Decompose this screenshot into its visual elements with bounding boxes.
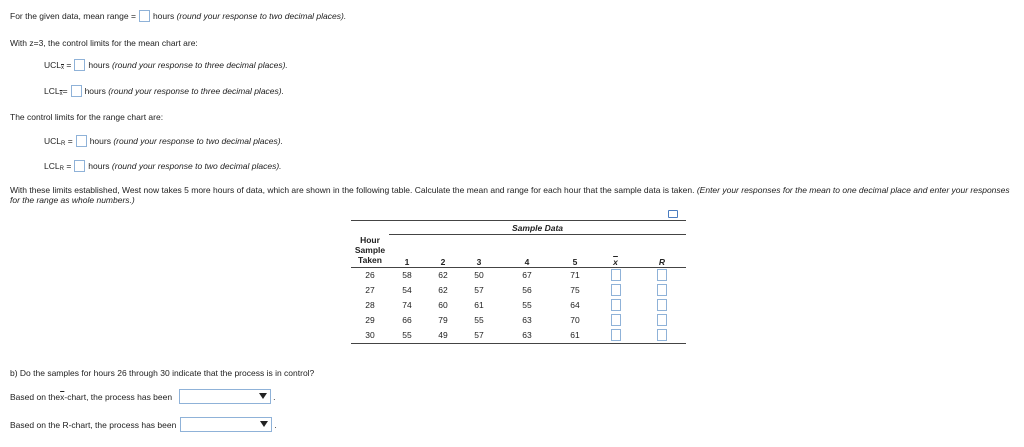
col-header-4: 4	[497, 235, 557, 268]
range-chart-intro: The control limits for the range chart are:	[10, 112, 164, 122]
value-cell: 56	[522, 285, 532, 295]
value-cell: 70	[570, 315, 580, 325]
range-input-28[interactable]	[657, 299, 667, 311]
ucl-r-eq: =	[67, 136, 73, 146]
col-header-3: 3	[461, 235, 497, 268]
lcl-x-input[interactable]	[71, 85, 82, 97]
ucl-r-line	[44, 135, 283, 147]
ucl-x-hint: (round your response to three decimal places).	[112, 60, 288, 70]
lcl-x-eq: =	[62, 86, 68, 96]
value-cell: 57	[461, 328, 497, 344]
lcl-r-input[interactable]	[74, 160, 85, 172]
ucl-x-unit: hours	[88, 60, 110, 70]
range-input-30[interactable]	[657, 329, 667, 341]
instructions-hint: (Enter your responses for the mean to one decimal place and enter your responses for the range as whole numbers.)	[10, 185, 1010, 205]
value-cell: 61	[474, 300, 484, 310]
lcl-r-eq: =	[66, 161, 72, 171]
r-chart-line	[10, 417, 277, 432]
xbar-chart-mark: $\overline{x}$	[60, 391, 65, 402]
table-row	[351, 313, 686, 328]
value-cell: 63	[497, 328, 557, 344]
ucl-r-hint: (round your response to two decimal places).	[113, 136, 283, 146]
sample-data-label: Sample Data	[389, 221, 686, 235]
r-header: R	[638, 235, 686, 268]
hour-cell: 29	[365, 315, 375, 325]
lcl-x-label: LCL	[44, 86, 60, 96]
value-cell: 62	[438, 270, 448, 280]
col-header-2: 2	[425, 235, 461, 268]
value-cell: 57	[474, 285, 484, 295]
ucl-x-eq: =	[66, 60, 72, 70]
value-cell: 63	[522, 315, 532, 325]
lcl-r-sub: R	[59, 166, 64, 172]
mean-range-prefix: For the given data, mean range =	[10, 11, 136, 21]
r-chart-dropdown[interactable]	[180, 417, 272, 432]
value-cell: 55	[474, 315, 484, 325]
xbar-chart-suffix: -chart, the process has been	[64, 391, 173, 402]
chevron-down-icon	[260, 421, 268, 427]
value-cell: 71	[570, 270, 580, 280]
mean-chart-intro: With z=3, the control limits for the mean chart are:	[10, 38, 198, 48]
value-cell: 55	[389, 328, 425, 344]
value-cell: 74	[402, 300, 412, 310]
r-chart-text: Based on the R-chart, the process has been	[10, 419, 177, 430]
lcl-x-hint: (round your response to three decimal places).	[108, 86, 284, 96]
part-b-question: b) Do the samples for hours 26 through 30 indicate that the process is in control?	[10, 368, 315, 378]
hour-cell: 27	[365, 285, 375, 295]
hour-cell: 26	[365, 270, 375, 280]
mean-input-26[interactable]	[611, 269, 621, 281]
sample-data-table	[351, 220, 686, 344]
chevron-down-icon	[259, 393, 267, 399]
table-row	[351, 267, 686, 283]
instructions-paragraph	[10, 185, 1015, 205]
mean-range-input[interactable]	[139, 10, 150, 22]
value-cell: 58	[402, 270, 412, 280]
value-cell: 64	[570, 300, 580, 310]
mean-input-27[interactable]	[611, 284, 621, 296]
value-cell: 61	[557, 328, 593, 344]
mean-input-29[interactable]	[611, 314, 621, 326]
lcl-x-sub: $\overline{x}$	[59, 91, 63, 97]
range-input-27[interactable]	[657, 284, 667, 296]
ucl-x-sub: $\overline{x}$	[61, 65, 65, 71]
lcl-r-unit: hours	[88, 161, 110, 171]
xbar-chart-prefix: Based on the	[10, 391, 61, 402]
mean-input-30[interactable]	[611, 329, 621, 341]
xbar-chart-period: .	[273, 391, 276, 402]
col-header-5: 5	[557, 235, 593, 268]
ucl-r-input[interactable]	[76, 135, 87, 147]
table-row	[351, 298, 686, 313]
hour-cell: 28	[365, 300, 375, 310]
table-row	[351, 283, 686, 298]
ucl-x-line	[44, 59, 288, 71]
ucl-r-sub: R	[61, 141, 66, 147]
xbar-chart-dropdown[interactable]	[179, 389, 271, 404]
hour-cell: 30	[351, 328, 389, 344]
value-cell: 66	[402, 315, 412, 325]
range-input-26[interactable]	[657, 269, 667, 281]
ucl-r-unit: hours	[89, 136, 111, 146]
ucl-r-label: UCL	[44, 136, 62, 146]
value-cell: 49	[425, 328, 461, 344]
value-cell: 62	[438, 285, 448, 295]
value-cell: 67	[522, 270, 532, 280]
table-row	[351, 328, 686, 344]
value-cell: 75	[570, 285, 580, 295]
mean-range-unit: hours	[152, 11, 175, 21]
mean-input-28[interactable]	[611, 299, 621, 311]
value-cell: 54	[402, 285, 412, 295]
lcl-r-line	[44, 160, 282, 172]
lcl-r-label: LCL	[44, 161, 60, 171]
lcl-x-unit: hours	[84, 86, 106, 96]
value-cell: 50	[474, 270, 484, 280]
lcl-x-line	[44, 85, 284, 97]
ucl-x-label: UCL	[44, 60, 62, 70]
ucl-x-input[interactable]	[74, 59, 85, 71]
mean-range-hint: (round your response to two decimal places).	[176, 11, 347, 21]
lcl-r-hint: (round your response to two decimal places).	[111, 161, 282, 171]
r-chart-period: .	[274, 419, 277, 430]
value-cell: 79	[438, 315, 448, 325]
mean-range-line	[10, 10, 346, 22]
xbar-chart-line	[10, 389, 275, 404]
instructions-text: With these limits established, West now takes 5 more hours of data, which are shown in the following table. Calculate the mean and range for each hour that the sample data is taken.	[10, 185, 697, 195]
range-input-29[interactable]	[657, 314, 667, 326]
xbar-header: $\overline{x}$	[593, 235, 638, 268]
value-cell: 55	[522, 300, 532, 310]
col-header-1: 1	[389, 235, 425, 268]
print-icon[interactable]	[668, 210, 678, 218]
hour-header: Hour Sample Taken	[351, 235, 389, 268]
value-cell: 60	[438, 300, 448, 310]
